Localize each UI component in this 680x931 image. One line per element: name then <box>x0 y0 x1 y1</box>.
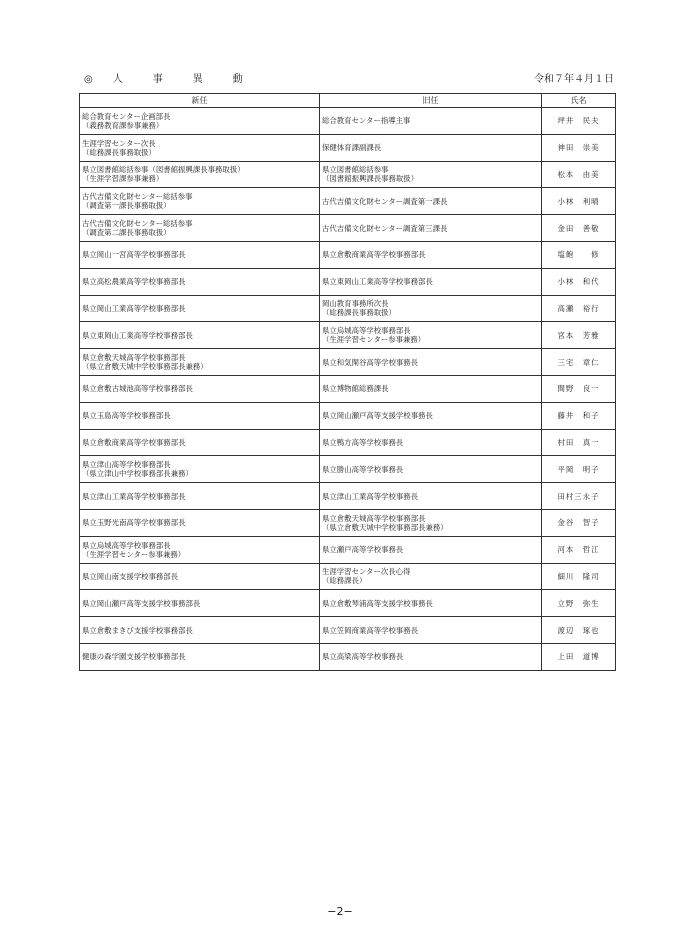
header-new-post: 新任 <box>80 94 320 108</box>
old-post-cell <box>320 509 542 536</box>
old-post-cell <box>320 322 542 349</box>
person-name-cell: 宮本 芳雅 <box>542 322 616 349</box>
person-name-cell: 立野 弥生 <box>542 590 616 617</box>
table-row <box>80 215 616 242</box>
new-post-cell <box>80 322 320 349</box>
new-post-cell-line: 県立東岡山工業高等学校事務部長 <box>82 330 193 340</box>
old-post-cell <box>320 215 542 242</box>
new-post-cell <box>80 590 320 617</box>
person-name-cell: 村田 真一 <box>542 429 616 456</box>
table-row <box>80 429 616 456</box>
new-post-cell <box>80 295 320 322</box>
header <box>84 70 614 88</box>
new-post-cell-line: （調査第一課長事務取扱） <box>82 201 171 211</box>
header-old-post: 旧任 <box>320 94 542 108</box>
person-name-cell: 塩飽 修 <box>542 241 616 268</box>
table-row <box>80 617 616 644</box>
person-name-cell: 坪井 民夫 <box>542 108 616 135</box>
person-name-cell: 金谷 智子 <box>542 509 616 536</box>
new-post-cell <box>80 188 320 215</box>
person-name-cell: 間野 良一 <box>542 375 616 402</box>
person-name-cell: 細川 隆司 <box>542 563 616 590</box>
table-row <box>80 268 616 295</box>
new-post-cell-line: 県立玉野光南高等学校事務部長 <box>82 518 186 528</box>
person-name-cell: 神田 崇美 <box>542 134 616 161</box>
old-post-cell-line: 県立岡山瀬戸高等支援学校事務長 <box>322 411 433 421</box>
old-post-cell-line: 県立瀬戸高等学校事務長 <box>322 545 404 555</box>
personnel-table <box>79 93 616 671</box>
new-post-cell-line: 県立図書館総括参事（図書館振興課長事務取扱） <box>82 165 245 175</box>
table-row <box>80 188 616 215</box>
new-post-cell <box>80 215 320 242</box>
old-post-cell <box>320 188 542 215</box>
table-row <box>80 456 616 483</box>
table-row <box>80 349 616 376</box>
new-post-cell-line: 古代吉備文化財センター総括参事 <box>82 219 193 229</box>
old-post-cell <box>320 617 542 644</box>
table-header-row <box>80 94 616 108</box>
table-row <box>80 375 616 402</box>
person-name-cell: 渡辺 琢也 <box>542 617 616 644</box>
old-post-cell <box>320 590 542 617</box>
table-row <box>80 108 616 135</box>
header-name: 氏名 <box>542 94 616 108</box>
old-post-cell-line: 県立勝山高等学校事務長 <box>322 464 404 474</box>
new-post-cell <box>80 456 320 483</box>
person-name-cell: 金田 善敬 <box>542 215 616 242</box>
new-post-cell-line: 県立高松農業高等学校事務部長 <box>82 277 186 287</box>
table-row <box>80 590 616 617</box>
new-post-cell <box>80 161 320 188</box>
table-row <box>80 563 616 590</box>
new-post-cell <box>80 563 320 590</box>
new-post-cell <box>80 108 320 135</box>
new-post-cell <box>80 349 320 376</box>
new-post-cell-line: （義務教育課参事兼務） <box>82 120 164 130</box>
old-post-cell <box>320 241 542 268</box>
person-name-cell: 小林 和代 <box>542 268 616 295</box>
old-post-cell <box>320 134 542 161</box>
person-name-cell: 小林 利晴 <box>542 188 616 215</box>
new-post-cell <box>80 509 320 536</box>
new-post-cell <box>80 643 320 670</box>
table-row <box>80 295 616 322</box>
page-title: ◎ 人 事 異 動 <box>84 74 243 85</box>
old-post-cell-line: 保健体育課副課長 <box>322 143 382 153</box>
new-post-cell <box>80 402 320 429</box>
person-name-cell: 上田 道博 <box>542 643 616 670</box>
new-post-cell-line: （県立津山中学校事務部長兼務） <box>82 469 193 479</box>
table-row <box>80 536 616 563</box>
old-post-cell-line: 古代吉備文化財センター調査第一課長 <box>322 196 448 206</box>
table-row <box>80 161 616 188</box>
person-name-cell: 平岡 明子 <box>542 456 616 483</box>
person-name-cell: 三宅 章仁 <box>542 349 616 376</box>
old-post-cell-line: 県立和気閑谷高等学校事務長 <box>322 357 419 367</box>
new-post-cell-line: 生涯学習センター次長 <box>82 138 156 148</box>
old-post-cell <box>320 295 542 322</box>
old-post-cell-line: 総合教育センター指導主事 <box>322 116 411 126</box>
table-row <box>80 509 616 536</box>
table-row <box>80 241 616 268</box>
old-post-cell-line: 県立鴨方高等学校事務長 <box>322 437 404 447</box>
old-post-cell-line: 県立倉敷商業高等学校事務部長 <box>322 250 426 260</box>
old-post-cell <box>320 268 542 295</box>
old-post-cell <box>320 536 542 563</box>
old-post-cell-line: 県立烏城高等学校事務部長 <box>322 326 411 336</box>
old-post-cell-line: （総務課長事務取扱） <box>322 308 396 318</box>
new-post-cell-line: （生涯学習課参事兼務） <box>82 174 164 184</box>
old-post-cell-line: 県立倉敷琴浦高等支援学校事務長 <box>322 598 433 608</box>
table-row <box>80 483 616 510</box>
old-post-cell-line: 生涯学習センター次長心得 <box>322 567 411 577</box>
new-post-cell-line: 県立岡山瀬戸高等支援学校事務部長 <box>82 598 201 608</box>
table-row <box>80 402 616 429</box>
person-name-cell: 松本 由美 <box>542 161 616 188</box>
old-post-cell-line: （県立倉敷天城中学校事務部長兼務） <box>322 522 448 532</box>
old-post-cell-line: 県立倉敷天城高等学校事務部長 <box>322 513 426 523</box>
old-post-cell <box>320 429 542 456</box>
old-post-cell-line: 県立笠岡商業高等学校事務長 <box>322 625 419 635</box>
old-post-cell-line: 県立博物館総務課長 <box>322 384 389 394</box>
old-post-cell <box>320 375 542 402</box>
new-post-cell-line: 県立倉敷まきび支援学校事務部長 <box>82 625 193 635</box>
table-row <box>80 322 616 349</box>
new-post-cell <box>80 429 320 456</box>
old-post-cell-line: 県立図書館総括参事 <box>322 165 389 175</box>
table-row <box>80 134 616 161</box>
old-post-cell <box>320 349 542 376</box>
new-post-cell-line: 県立岡山南支援学校事務部長 <box>82 571 179 581</box>
old-post-cell <box>320 402 542 429</box>
new-post-cell <box>80 483 320 510</box>
new-post-cell <box>80 241 320 268</box>
person-name-cell: 河本 哲江 <box>542 536 616 563</box>
person-name-cell: 田村三永子 <box>542 483 616 510</box>
new-post-cell-line: 総合教育センター企画部長 <box>82 111 171 121</box>
old-post-cell-line: （図書館振興課長事務取扱） <box>322 174 419 184</box>
new-post-cell-line: 県立津山高等学校事務部長 <box>82 460 171 470</box>
table-body <box>80 108 616 671</box>
new-post-cell-line: 県立岡山工業高等学校事務部長 <box>82 303 186 313</box>
new-post-cell-line: 健康の森学園支援学校事務部長 <box>82 652 186 662</box>
date-label: 令和７年４月１日 <box>534 74 614 85</box>
old-post-cell <box>320 108 542 135</box>
new-post-cell-line: 県立倉敷古城池高等学校事務部長 <box>82 384 193 394</box>
old-post-cell <box>320 563 542 590</box>
new-post-cell <box>80 134 320 161</box>
old-post-cell-line: （総務課長） <box>322 576 367 586</box>
new-post-cell-line: （調査第二課長事務取扱） <box>82 228 171 238</box>
new-post-cell <box>80 268 320 295</box>
new-post-cell <box>80 536 320 563</box>
new-post-cell-line: 県立津山工業高等学校事務部長 <box>82 491 186 501</box>
old-post-cell <box>320 643 542 670</box>
new-post-cell-line: 県立倉敷天城高等学校事務部長 <box>82 353 186 363</box>
new-post-cell-line: （県立倉敷天城中学校事務部長兼務） <box>82 362 208 372</box>
old-post-cell-line: （生涯学習センター参事兼務） <box>322 335 426 345</box>
new-post-cell <box>80 617 320 644</box>
new-post-cell <box>80 375 320 402</box>
new-post-cell-line: （総務課長事務取扱） <box>82 147 156 157</box>
old-post-cell <box>320 483 542 510</box>
old-post-cell-line: 県立東岡山工業高等学校事務部長 <box>322 277 433 287</box>
new-post-cell-line: 県立玉島高等学校事務部長 <box>82 411 171 421</box>
person-name-cell: 高瀬 裕行 <box>542 295 616 322</box>
new-post-cell-line: 県立岡山一宮高等学校事務部長 <box>82 250 186 260</box>
person-name-cell: 藤井 和子 <box>542 402 616 429</box>
new-post-cell-line: 県立烏城高等学校事務部長 <box>82 540 171 550</box>
old-post-cell-line: 岡山教育事務所次長 <box>322 299 389 309</box>
old-post-cell <box>320 161 542 188</box>
new-post-cell-line: 県立倉敷商業高等学校事務部長 <box>82 437 186 447</box>
table-row <box>80 643 616 670</box>
page-number: −2− <box>327 905 353 918</box>
old-post-cell-line: 古代吉備文化財センター調査第三課長 <box>322 223 448 233</box>
new-post-cell-line: 古代吉備文化財センター総括参事 <box>82 192 193 202</box>
old-post-cell-line: 県立高梁高等学校事務長 <box>322 652 404 662</box>
new-post-cell-line: （生涯学習センター参事兼務） <box>82 549 186 559</box>
old-post-cell-line: 県立津山工業高等学校事務長 <box>322 491 419 501</box>
old-post-cell <box>320 456 542 483</box>
